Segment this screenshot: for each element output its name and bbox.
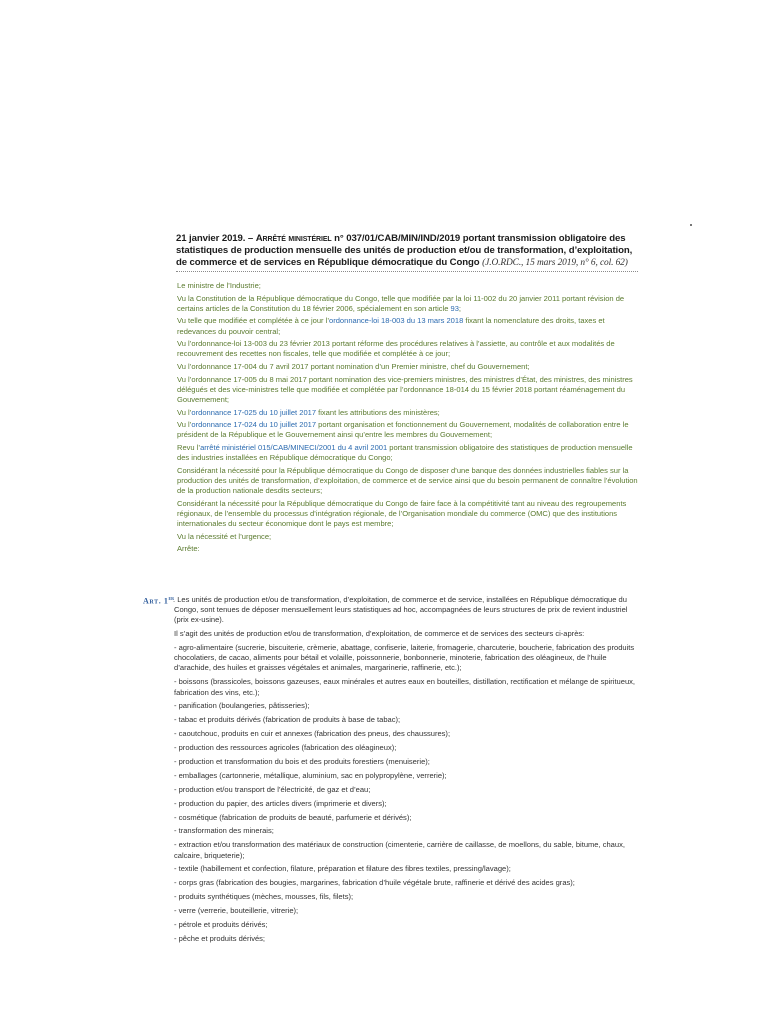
sector-item: - transformation des minerais;: [174, 826, 274, 836]
preamble-considerant-1: Considérant la nécessité pour la République démocratique du Congo de disposer d’une banque des données industrielles fiables sur la production des unités de transformation, d’exploitation, de commerce et de service ainsi que du besoin permanent de connaître l’évolution de la production nationale desdits secteurs;: [177, 465, 638, 496]
preamble-arrete-015: Revu l’arrêté ministériel 015/CAB/MINECI/2001 du 4 avril 2001 portant transmission obligatoire des statistiques de production mensuelle des industries installées en République démocratique du Congo;: [177, 442, 633, 463]
sector-item: - verre (verrerie, bouteillerie, vitrerie);: [174, 906, 299, 916]
sector-item: - pétrole et produits dérivés;: [174, 919, 268, 929]
sector-item: - produits synthétiques (mèches, mousses, fils, filets);: [174, 892, 354, 902]
title-kind: Arrêté ministériel: [255, 233, 332, 244]
preamble-considerant-2: Considérant la nécessité pour la République démocratique du Congo de faire face à la compétitivité tant au niveau des regroupements régionaux, de l’ensemble du processus d’intégration régionale, de l’Organisation mondiale du commerce (OMC) que des institutions internationales du secteur économique dont le pays est membre;: [177, 498, 627, 529]
preamble-constitution: Vu la Constitution de la République démocratique du Congo, telle que modifiée par la loi 11-002 du 20 janvier 2011 portant révision de certains articles de la Constitution du 18 février 2006, spécialement en son article 93;: [177, 293, 625, 313]
article-93-link[interactable]: 93: [450, 303, 459, 313]
sector-item: - production et transformation du bois et des produits forestiers (menuiserie);: [174, 756, 430, 766]
preamble-ordonnance-17-005: Vu l’ordonnance 17-005 du 8 mai 2017 portant nomination des vice-premiers ministres, des ministres d’État, des ministres, des ministres délégués et des vice-ministres telle que modifiée et complétée par l’ordonnance 18-014 du 15 février 2018 portant réaménagement du Gouvernement;: [177, 374, 633, 404]
preamble-urgence: Vu la nécessité et l’urgence;: [177, 531, 272, 541]
article-body: [174, 595, 639, 944]
preamble-ordonnance-17-025: Vu l’ordonnance 17-025 du 10 juillet 2017 fixant les attributions des ministères;: [177, 407, 440, 417]
sector-item: - production des ressources agricoles (fabrication des oléagineux);: [174, 743, 397, 753]
ordonnance-17-024-link[interactable]: ordonnance 17-024 du 10 juillet 2017: [191, 420, 317, 430]
article-intro: . Les unités de production et/ou de transformation, d’exploitation, de commerce et de service, installées en République démocratique du Congo, sont tenues de déposer mensuellement leurs statistiques ad hoc, accompagnées de leurs structures de prix de revient industriel (prix ex-usine).: [173, 595, 628, 625]
document-title: [176, 233, 638, 272]
preamble-ordonnance-17-024: Vu l’ordonnance 17-024 du 10 juillet 2017 portant organisation et fonctionnement du Gouvernement, modalités de collaboration entre le président de la République et le Gouvernement ainsi qu’entre les membres du Gouvernement;: [177, 420, 629, 440]
article-1: [143, 595, 639, 948]
sector-item: - caoutchouc, produits en cuir et annexes (fabrication des pneus, des chaussures);: [174, 729, 451, 739]
arrete-015-link[interactable]: arrêté ministériel 015/CAB/MINECI/2001 du 4 avril 2001: [200, 442, 388, 452]
preamble-arrete: Arrête:: [177, 544, 200, 554]
sector-item: - boissons (brassicoles, boissons gazeuses, eaux minérales et autres eaux en bouteilles, distillation, rectification et mélange de spiritueux, fabrication des vins, etc.);: [174, 677, 636, 697]
sector-item: - emballages (cartonnerie, métallique, aluminium, sac en polypropylène, verrerie);: [174, 770, 447, 780]
ordonnance-17-025-link[interactable]: ordonnance 17-025 du 10 juillet 2017: [191, 407, 317, 417]
sector-item: - agro-alimentaire (sucrerie, biscuiterie, crèmerie, abattage, confiserie, laiterie, fromagerie, charcuterie, boucherie, fabrication des produits chocolatiers, de cacao, aliments pour bétail et volaille, poissonnerie, bonbonnerie, minoterie, fabrication des oléagineux, de l’huile d’arachide, des huiles et graisses végétales et animales, margarinerie, raffinerie, etc.);: [174, 643, 635, 673]
sector-item: - cosmétique (fabrication de produits de beauté, parfumerie et dérivés);: [174, 812, 412, 822]
stray-dot: [690, 224, 692, 226]
preamble-minister: Le ministre de l’Industrie;: [177, 281, 261, 290]
sector-item: - pêche et produits dérivés;: [174, 933, 266, 943]
sector-item: - corps gras (fabrication des bougies, margarines, fabrication d’huile végétale brute, raffinerie et dérivé des acides gras);: [174, 878, 575, 888]
sector-item: - textile (habillement et confection, filature, préparation et filature des fibres textiles, pressing/lavage);: [174, 864, 511, 874]
sector-item: - extraction et/ou transformation des matériaux de construction (cimenterie, carrière de caillasse, de moellons, du sable, bitume, chaux, calcaire, briqueterie);: [174, 840, 625, 860]
preamble-ordonnance-17-004: Vu l’ordonnance 17-004 du 7 avril 2017 portant nomination d’un Premier ministre, chef du Gouvernement;: [177, 361, 530, 371]
sector-item: - tabac et produits dérivés (fabrication de produits à base de tabac);: [174, 715, 401, 725]
article-label: Art. 1er: [143, 596, 175, 606]
sector-list: [174, 643, 639, 944]
ordonnance-loi-18-003-link[interactable]: ordonnance-loi 18-003 du 13 mars 2018: [329, 316, 464, 326]
preamble-ordonnance-loi-13-003: Vu l’ordonnance-loi 13-003 du 23 février 2013 portant réforme des procédures relatives à l’assiette, au contrôle et aux modalités de recouvrement des recettes non fiscales, telle que modifiée et complétée à ce jour;: [177, 339, 615, 359]
preamble: [177, 281, 639, 557]
title-date: 21 janvier 2019. –: [176, 233, 256, 244]
journal-reference: (J.O.RDC., 15 mars 2019, n° 6, col. 62): [482, 258, 628, 269]
sector-item: - production du papier, des articles divers (imprimerie et divers);: [174, 798, 387, 808]
article-sectors-intro: Il s’agit des unités de production et/ou de transformation, d’exploitation, de commerce et de services des secteurs ci-après:: [174, 629, 585, 639]
title-main: n° 037/01/CAB/MIN/IND/2019 portant transmission obligatoire des statistiques de production mensuelle des unités de production et/ou de transformation, d’exploitation, de commerce et de services en République démocratique du Congo: [176, 233, 633, 269]
sector-item: - panification (boulangeries, pâtisseries);: [174, 701, 310, 711]
sector-item: - production et/ou transport de l’électricité, de gaz et d’eau;: [174, 784, 371, 794]
preamble-ordonnance-loi-18-003: Vu telle que modifiée et complétée à ce jour l’ordonnance-loi 18-003 du 13 mars 2018 fixant la nomenclature des droits, taxes et redevances du pouvoir central;: [177, 316, 605, 336]
